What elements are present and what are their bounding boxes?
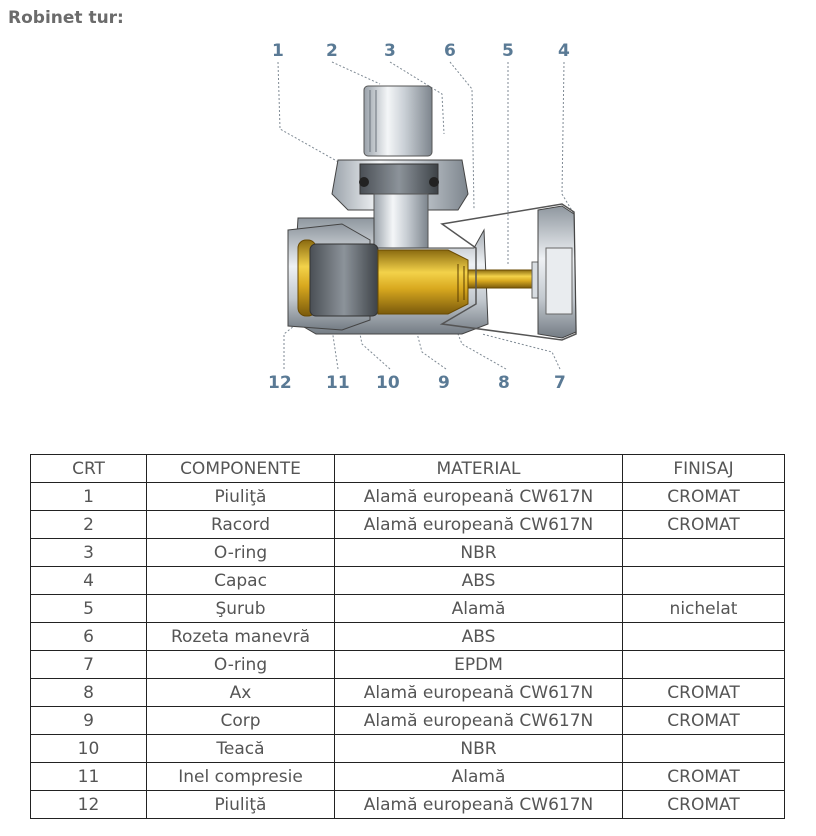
cell-material: Alamă europeană CW617N	[335, 791, 623, 819]
cell-material: EPDM	[335, 651, 623, 679]
table-body	[31, 483, 785, 819]
cell-finisaj	[623, 623, 785, 651]
cell-crt: 10	[31, 735, 147, 763]
cell-material: Alamă	[335, 763, 623, 791]
cell-componente: Rozeta manevră	[147, 623, 335, 651]
table-row	[31, 791, 785, 819]
cell-crt: 3	[31, 539, 147, 567]
cell-crt: 12	[31, 791, 147, 819]
callout-2: 2	[326, 41, 338, 61]
cell-crt: 9	[31, 707, 147, 735]
cell-crt: 8	[31, 679, 147, 707]
table-header-row	[31, 455, 785, 483]
cell-componente: Capac	[147, 567, 335, 595]
callouts-bottom	[268, 373, 566, 393]
cell-componente: O-ring	[147, 651, 335, 679]
table-row	[31, 651, 785, 679]
components-table	[30, 454, 785, 819]
cell-finisaj	[623, 567, 785, 595]
cell-material: NBR	[335, 735, 623, 763]
callout-11: 11	[326, 373, 350, 393]
cell-crt: 7	[31, 651, 147, 679]
cell-crt: 1	[31, 483, 147, 511]
callout-10: 10	[376, 373, 400, 393]
cell-finisaj: nichelat	[623, 595, 785, 623]
cell-finisaj: CROMAT	[623, 707, 785, 735]
cell-material: ABS	[335, 567, 623, 595]
table-row	[31, 567, 785, 595]
table-row	[31, 595, 785, 623]
cell-crt: 5	[31, 595, 147, 623]
cell-componente: Corp	[147, 707, 335, 735]
cell-finisaj: CROMAT	[623, 511, 785, 539]
cell-crt: 2	[31, 511, 147, 539]
cell-material: Alamă europeană CW617N	[335, 707, 623, 735]
table-row	[31, 763, 785, 791]
callout-9: 9	[438, 373, 450, 393]
header-crt: CRT	[31, 455, 147, 483]
header-material: MATERIAL	[335, 455, 623, 483]
table-row	[31, 623, 785, 651]
cell-crt: 11	[31, 763, 147, 791]
table-row	[31, 679, 785, 707]
cell-finisaj	[623, 539, 785, 567]
callout-3: 3	[384, 41, 396, 61]
callout-12: 12	[268, 373, 292, 393]
valve-exploded-diagram	[262, 34, 592, 394]
cell-finisaj: CROMAT	[623, 763, 785, 791]
cell-componente: Piuliţă	[147, 483, 335, 511]
cell-material: Alamă europeană CW617N	[335, 679, 623, 707]
header-finisaj: FINISAJ	[623, 455, 785, 483]
cell-componente: O-ring	[147, 539, 335, 567]
table-row	[31, 707, 785, 735]
cell-componente: Racord	[147, 511, 335, 539]
callout-1: 1	[272, 41, 284, 61]
cell-finisaj	[623, 735, 785, 763]
table-row	[31, 483, 785, 511]
table-row	[31, 539, 785, 567]
cell-material: ABS	[335, 623, 623, 651]
callout-6: 6	[444, 41, 456, 61]
cell-finisaj: CROMAT	[623, 483, 785, 511]
cell-componente: Teacă	[147, 735, 335, 763]
header-componente: COMPONENTE	[147, 455, 335, 483]
page-title: Robinet tur:	[8, 8, 124, 28]
cell-componente: Piuliţă	[147, 791, 335, 819]
table-row	[31, 511, 785, 539]
cell-material: Alamă	[335, 595, 623, 623]
cell-componente: Inel compresie	[147, 763, 335, 791]
cell-material: NBR	[335, 539, 623, 567]
cell-componente: Şurub	[147, 595, 335, 623]
callout-5: 5	[502, 41, 514, 61]
cell-finisaj	[623, 651, 785, 679]
cell-finisaj: CROMAT	[623, 679, 785, 707]
cell-material: Alamă europeană CW617N	[335, 483, 623, 511]
callout-4: 4	[558, 41, 570, 61]
cell-finisaj: CROMAT	[623, 791, 785, 819]
table-row	[31, 735, 785, 763]
cell-componente: Ax	[147, 679, 335, 707]
callout-8: 8	[498, 373, 510, 393]
callouts-top	[272, 41, 570, 61]
cell-crt: 4	[31, 567, 147, 595]
cell-material: Alamă europeană CW617N	[335, 511, 623, 539]
callout-7: 7	[554, 373, 566, 393]
cell-crt: 6	[31, 623, 147, 651]
